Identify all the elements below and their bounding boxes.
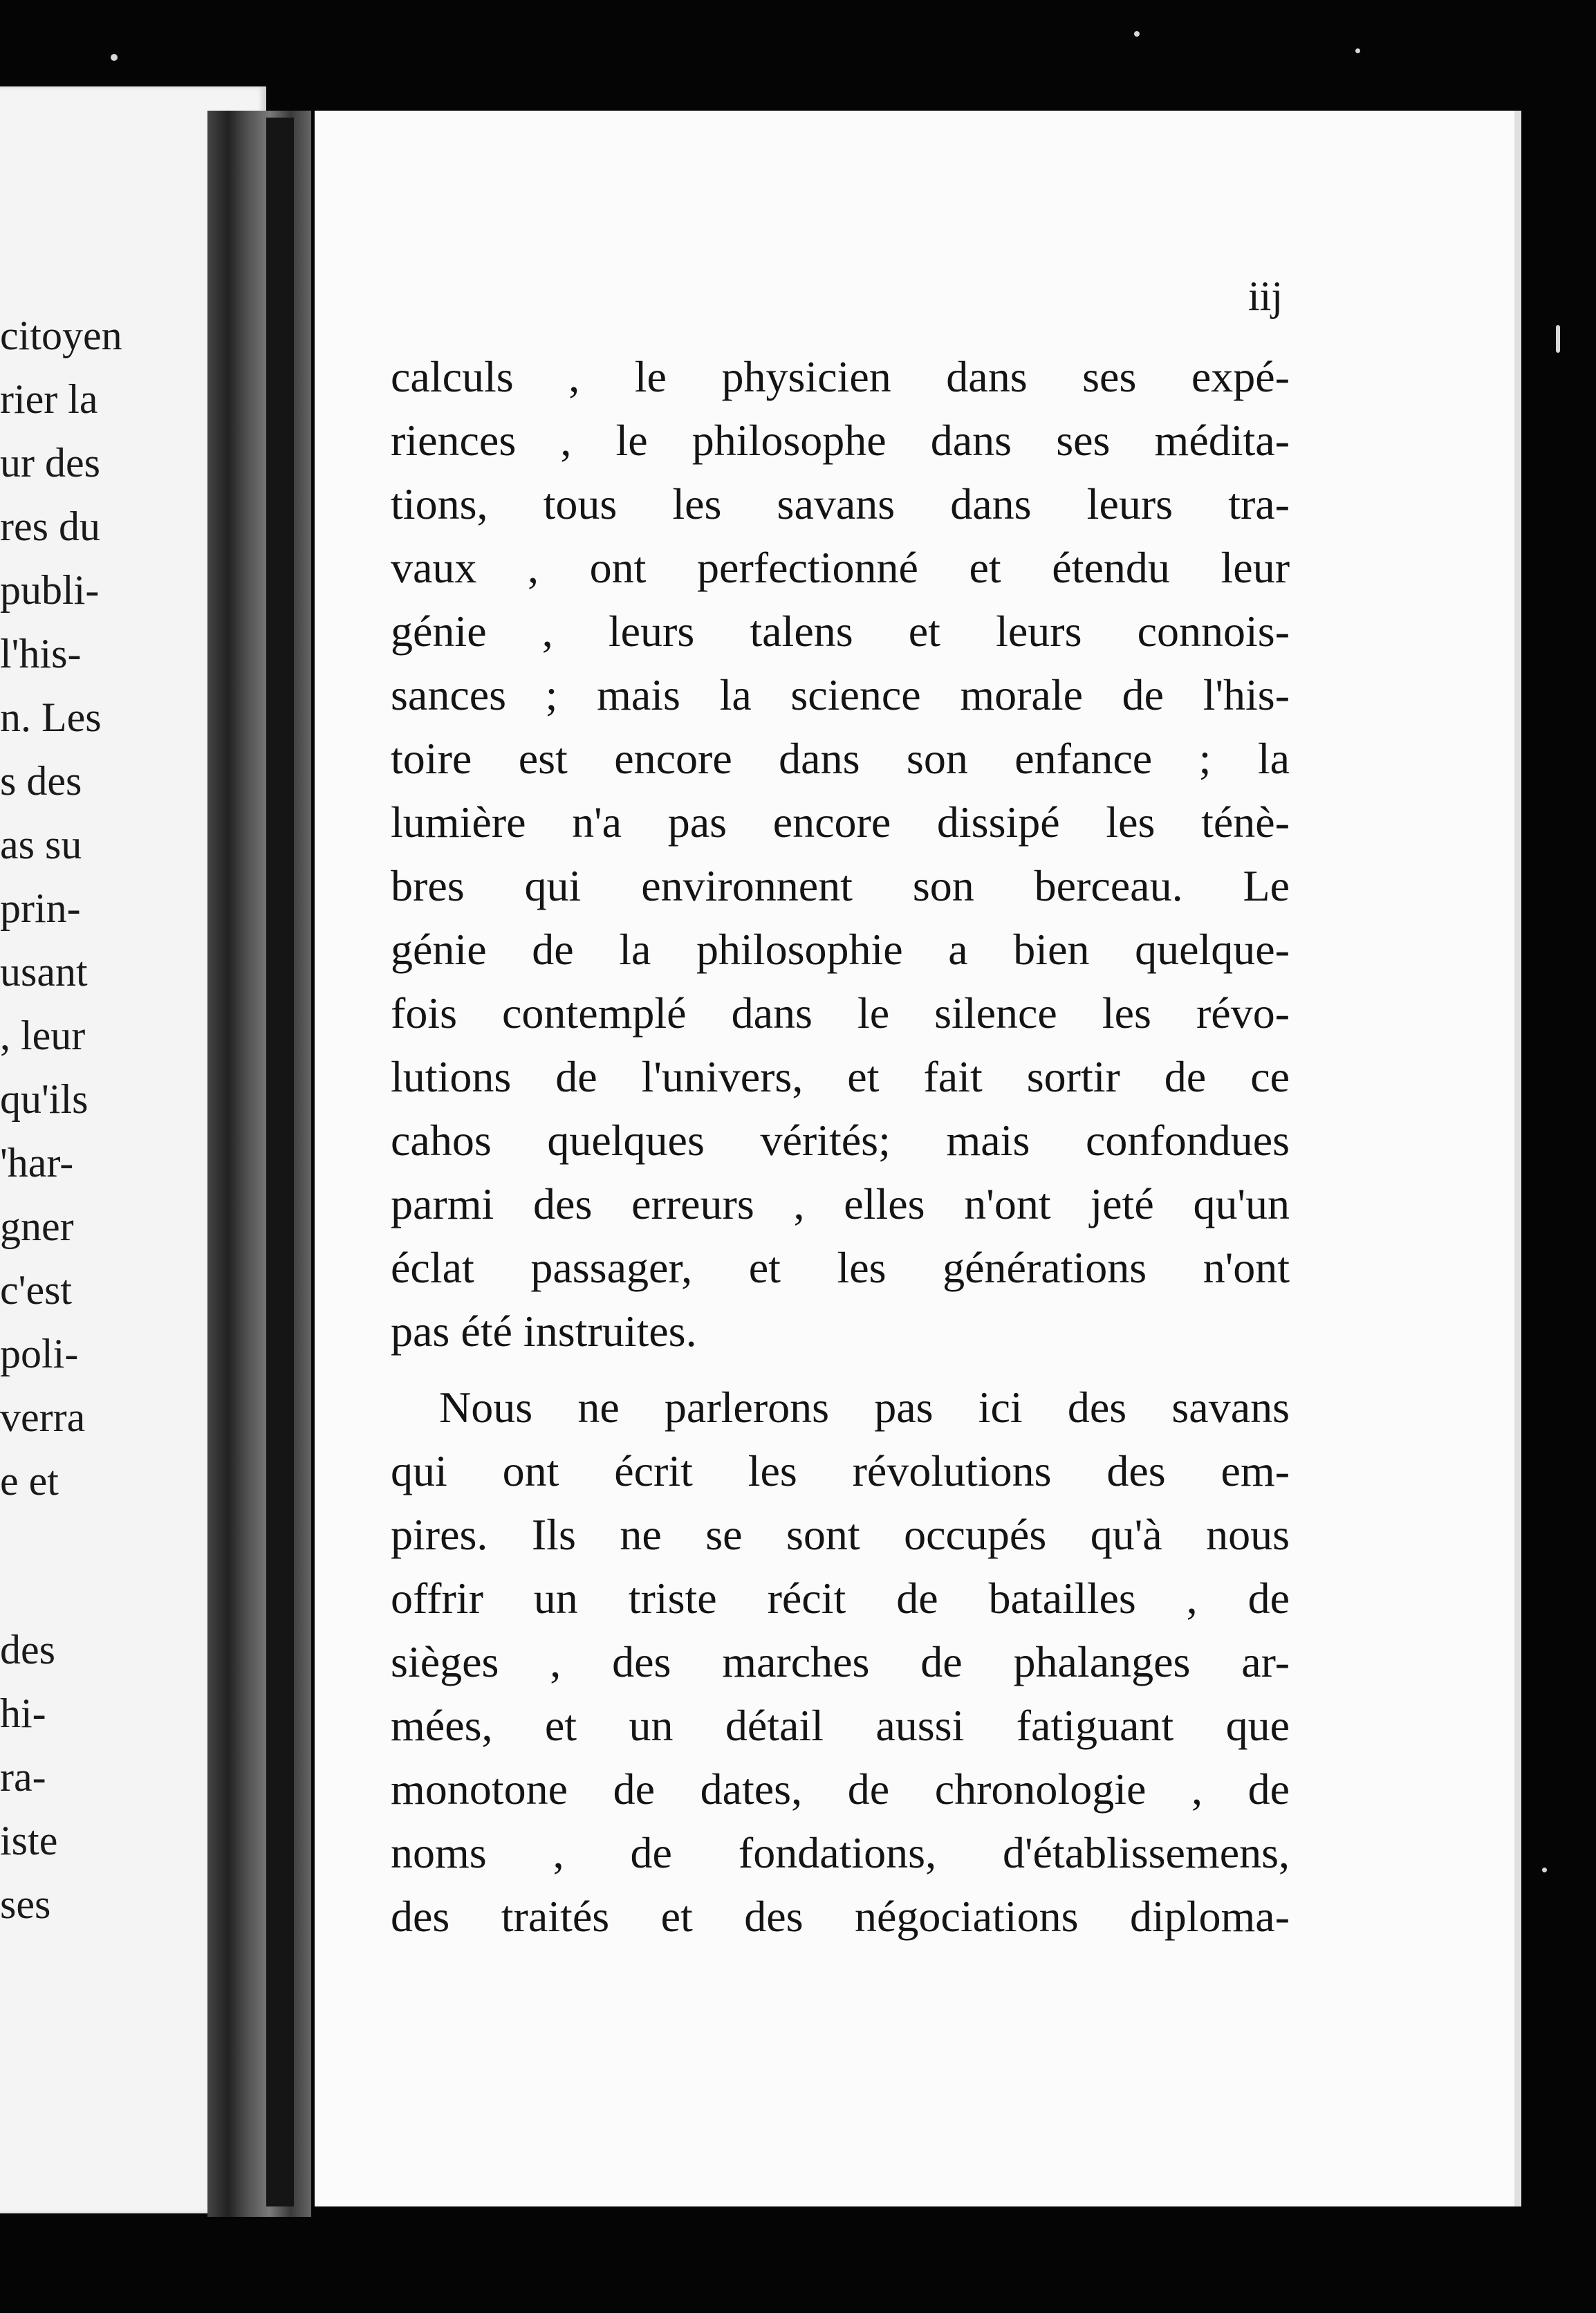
- text-line: tions, tous les savans dans leurs tra-: [391, 479, 1290, 528]
- dust-speck: [1355, 48, 1360, 53]
- text-line: calculs , le physicien dans ses expé-: [391, 352, 1290, 401]
- text-line: sances ; mais la science morale de l'his-: [391, 670, 1290, 719]
- text-line: Nous ne parlerons pas ici des savans: [439, 1383, 1290, 1432]
- left-page-line: usant: [0, 949, 88, 995]
- text-line: fois contemplé dans le silence les révo-: [391, 988, 1290, 1038]
- dust-speck: [1134, 31, 1140, 37]
- left-page-line: , leur: [0, 1013, 86, 1058]
- text-line: génie , leurs talens et leurs connois-: [391, 607, 1290, 656]
- left-page-line: des: [0, 1627, 55, 1672]
- left-page-line: e et: [0, 1458, 59, 1504]
- left-page-line: publi-: [0, 567, 100, 613]
- text-line: toire est encore dans son enfance ; la: [391, 734, 1290, 783]
- left-page-line: citoyen: [0, 313, 122, 358]
- text-line: offrir un triste récit de batailles , de: [391, 1574, 1290, 1623]
- left-page-line: n. Les: [0, 694, 102, 740]
- text-line: monotone de dates, de chronologie , de: [391, 1764, 1290, 1814]
- left-page-line: ur des: [0, 440, 100, 486]
- left-page-line: ra-: [0, 1754, 46, 1800]
- left-page-line: as su: [0, 822, 82, 867]
- left-page-line: prin-: [0, 885, 81, 931]
- text-line: sièges , des marches de phalanges ar-: [391, 1637, 1290, 1686]
- text-line: noms , de fondations, d'établissemens,: [391, 1828, 1290, 1877]
- text-line: vaux , ont perfectionné et étendu leur: [391, 543, 1290, 592]
- dust-speck: [1556, 325, 1560, 353]
- left-page-line: gner: [0, 1204, 74, 1249]
- page-number: iij: [1248, 273, 1283, 319]
- left-page-line: s des: [0, 758, 82, 804]
- book-gutter: [207, 111, 311, 2217]
- left-page-line: res du: [0, 504, 100, 549]
- left-page-line: poli-: [0, 1331, 79, 1376]
- text-line: bres qui environnent son berceau. Le: [391, 861, 1290, 910]
- text-line: génie de la philosophie a bien quelque-: [391, 925, 1290, 974]
- dust-speck: [1542, 1868, 1547, 1872]
- left-page-line: 'har-: [0, 1140, 74, 1186]
- text-line: éclat passager, et les générations n'ont: [391, 1243, 1290, 1292]
- text-line: lumière n'a pas encore dissipé les ténè-: [391, 798, 1290, 847]
- text-line: riences , le philosophe dans ses médita-: [391, 416, 1290, 465]
- left-page-line: ses: [0, 1881, 51, 1927]
- text-line: pas été instruites.: [391, 1307, 697, 1356]
- text-line: pires. Ils ne se sont occupés qu'à nous: [391, 1510, 1290, 1559]
- text-line: des traités et des négociations diploma-: [391, 1892, 1290, 1941]
- left-page-line: c'est: [0, 1267, 73, 1313]
- gutter-shadow: [266, 118, 294, 2206]
- dust-speck: [111, 54, 118, 61]
- left-page-line: verra: [0, 1394, 86, 1440]
- left-page-line: rier la: [0, 376, 98, 422]
- text-line: parmi des erreurs , elles n'ont jeté qu'un: [391, 1179, 1290, 1228]
- left-page-line: qu'ils: [0, 1076, 89, 1122]
- text-line: qui ont écrit les révolutions des em-: [391, 1446, 1290, 1495]
- text-line: cahos quelques vérités; mais confondues: [391, 1116, 1290, 1165]
- left-page-line: l'his-: [0, 631, 82, 676]
- left-page-line: iste: [0, 1818, 58, 1863]
- left-page-line: hi-: [0, 1690, 46, 1736]
- text-line: mées, et un détail aussi fatiguant que: [391, 1701, 1290, 1750]
- text-line: lutions de l'univers, et fait sortir de ce: [391, 1052, 1290, 1101]
